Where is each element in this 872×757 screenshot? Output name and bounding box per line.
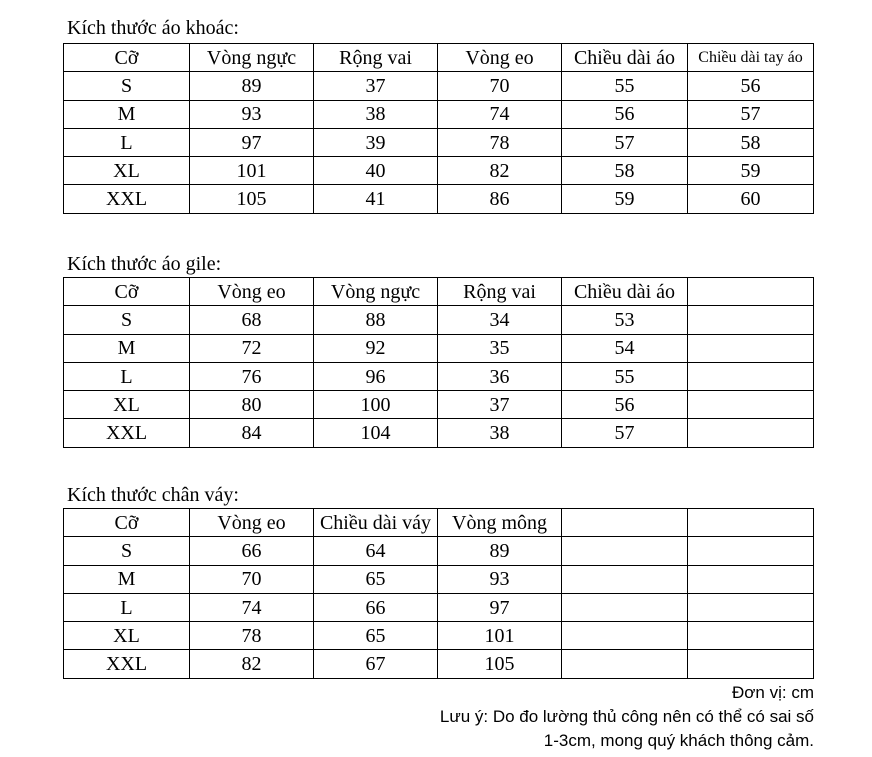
- table-cell-c5: [688, 334, 814, 362]
- table-cell-size: S: [64, 306, 190, 334]
- table-cell-c2: 65: [314, 622, 438, 650]
- table-cell-c1: 82: [190, 650, 314, 678]
- table-cell-size: L: [64, 128, 190, 156]
- header-cell-c2: Rộng vai: [314, 44, 438, 72]
- table-cell-size: XL: [64, 157, 190, 185]
- header-row: [64, 509, 814, 537]
- table-cell-c5: [688, 650, 814, 678]
- table-cell-c1: 68: [190, 306, 314, 334]
- table-cell-c3: 89: [438, 537, 562, 565]
- table-cell-size: S: [64, 537, 190, 565]
- table-cell-c5: 60: [688, 185, 814, 213]
- table-cell-c5: [688, 362, 814, 390]
- table-cell-size: XL: [64, 622, 190, 650]
- header-cell-c4: Chiều dài áo: [562, 278, 688, 306]
- table-cell-c2: 104: [314, 419, 438, 447]
- unit-note: Đơn vị: cm: [732, 683, 814, 702]
- table-cell-c2: 64: [314, 537, 438, 565]
- table-cell-size: L: [64, 593, 190, 621]
- table-cell-c1: 105: [190, 185, 314, 213]
- table-cell-c1: 70: [190, 565, 314, 593]
- table-cell-c4: 55: [562, 72, 688, 100]
- table-cell-c1: 80: [190, 391, 314, 419]
- header-cell-c4: Chiều dài áo: [562, 44, 688, 72]
- table-cell-c4: 56: [562, 391, 688, 419]
- table-cell-c3: 70: [438, 72, 562, 100]
- table-cell-c3: 37: [438, 391, 562, 419]
- row-xl: [64, 157, 814, 185]
- table-cell-c4: [562, 537, 688, 565]
- table-cell-c1: 66: [190, 537, 314, 565]
- table-cell-c5: [688, 622, 814, 650]
- disclaimer-line-2: 1-3cm, mong quý khách thông cảm.: [543, 731, 814, 750]
- table-cell-c4: 53: [562, 306, 688, 334]
- table-cell-c2: 66: [314, 593, 438, 621]
- table-cell-c2: 39: [314, 128, 438, 156]
- row-m: [64, 565, 814, 593]
- jacket-size-table: [63, 43, 814, 214]
- table-cell-c3: 86: [438, 185, 562, 213]
- header-cell-c2: Vòng ngực: [314, 278, 438, 306]
- header-cell-c5: [688, 509, 814, 537]
- table-cell-c1: 78: [190, 622, 314, 650]
- table-cell-c2: 88: [314, 306, 438, 334]
- table-cell-c2: 37: [314, 72, 438, 100]
- row-s: [64, 306, 814, 334]
- table-cell-c1: 89: [190, 72, 314, 100]
- table-cell-c4: 57: [562, 128, 688, 156]
- notes: [440, 681, 814, 753]
- row-xxl: [64, 650, 814, 678]
- table-cell-c2: 100: [314, 391, 438, 419]
- row-l: [64, 128, 814, 156]
- header-cell-c5: Chiều dài tay áo: [688, 44, 814, 72]
- header-cell-c3: Vòng eo: [438, 44, 562, 72]
- table-cell-c4: [562, 622, 688, 650]
- table-cell-c5: 59: [688, 157, 814, 185]
- table-cell-c4: 54: [562, 334, 688, 362]
- table-cell-size: XXL: [64, 419, 190, 447]
- row-s: [64, 537, 814, 565]
- table-cell-c3: 101: [438, 622, 562, 650]
- table-cell-c2: 65: [314, 565, 438, 593]
- table-cell-c4: [562, 593, 688, 621]
- table-cell-size: M: [64, 334, 190, 362]
- table-cell-c4: 59: [562, 185, 688, 213]
- header-cell-size: Cỡ: [64, 44, 190, 72]
- table-cell-c3: 97: [438, 593, 562, 621]
- skirt-table-title: Kích thước chân váy:: [67, 484, 239, 506]
- table-cell-size: XXL: [64, 185, 190, 213]
- vest-table-title: Kích thước áo gile:: [67, 253, 222, 275]
- table-cell-c1: 101: [190, 157, 314, 185]
- row-xxl: [64, 419, 814, 447]
- table-cell-c4: 58: [562, 157, 688, 185]
- table-cell-c2: 40: [314, 157, 438, 185]
- header-cell-c4: [562, 509, 688, 537]
- table-cell-c4: [562, 650, 688, 678]
- header-cell-size: Cỡ: [64, 278, 190, 306]
- table-cell-c5: 58: [688, 128, 814, 156]
- table-cell-c2: 38: [314, 100, 438, 128]
- header-cell-size: Cỡ: [64, 509, 190, 537]
- row-xxl: [64, 185, 814, 213]
- header-cell-c2: Chiều dài váy: [314, 509, 438, 537]
- disclaimer-line-1: Lưu ý: Do đo lường thủ công nên có thể có sai số: [439, 707, 814, 726]
- header-cell-c5: [688, 278, 814, 306]
- table-cell-c3: 35: [438, 334, 562, 362]
- skirt-size-table: [63, 508, 814, 679]
- table-cell-c5: [688, 593, 814, 621]
- table-cell-c5: 57: [688, 100, 814, 128]
- vest-size-table: [63, 277, 814, 448]
- table-cell-c5: [688, 537, 814, 565]
- row-m: [64, 334, 814, 362]
- header-cell-c1: Vòng eo: [190, 509, 314, 537]
- table-cell-c1: 72: [190, 334, 314, 362]
- table-cell-c1: 76: [190, 362, 314, 390]
- table-cell-size: XL: [64, 391, 190, 419]
- table-cell-c3: 74: [438, 100, 562, 128]
- table-cell-c3: 105: [438, 650, 562, 678]
- row-l: [64, 593, 814, 621]
- table-cell-c2: 96: [314, 362, 438, 390]
- table-cell-size: M: [64, 565, 190, 593]
- header-row: [64, 278, 814, 306]
- table-cell-c4: 57: [562, 419, 688, 447]
- header-cell-c1: Vòng ngực: [190, 44, 314, 72]
- table-cell-c5: 56: [688, 72, 814, 100]
- row-xl: [64, 622, 814, 650]
- table-cell-c2: 67: [314, 650, 438, 678]
- table-cell-c3: 82: [438, 157, 562, 185]
- table-cell-c4: 56: [562, 100, 688, 128]
- row-xl: [64, 391, 814, 419]
- table-cell-c3: 36: [438, 362, 562, 390]
- row-l: [64, 362, 814, 390]
- table-cell-c4: [562, 565, 688, 593]
- header-cell-c1: Vòng eo: [190, 278, 314, 306]
- table-cell-c2: 41: [314, 185, 438, 213]
- table-cell-c3: 34: [438, 306, 562, 334]
- table-cell-size: M: [64, 100, 190, 128]
- table-cell-c3: 78: [438, 128, 562, 156]
- jacket-table-title: Kích thước áo khoác:: [67, 17, 239, 39]
- table-cell-c2: 92: [314, 334, 438, 362]
- table-cell-c1: 84: [190, 419, 314, 447]
- row-s: [64, 72, 814, 100]
- table-cell-c5: [688, 419, 814, 447]
- header-row: [64, 44, 814, 72]
- table-cell-size: L: [64, 362, 190, 390]
- table-cell-c3: 93: [438, 565, 562, 593]
- header-cell-c3: Vòng mông: [438, 509, 562, 537]
- table-cell-c1: 97: [190, 128, 314, 156]
- table-cell-c5: [688, 565, 814, 593]
- row-m: [64, 100, 814, 128]
- table-cell-c3: 38: [438, 419, 562, 447]
- header-cell-c3: Rộng vai: [438, 278, 562, 306]
- table-cell-c1: 74: [190, 593, 314, 621]
- table-cell-c4: 55: [562, 362, 688, 390]
- table-cell-c5: [688, 306, 814, 334]
- table-cell-c5: [688, 391, 814, 419]
- table-cell-size: S: [64, 72, 190, 100]
- table-cell-size: XXL: [64, 650, 190, 678]
- table-cell-c1: 93: [190, 100, 314, 128]
